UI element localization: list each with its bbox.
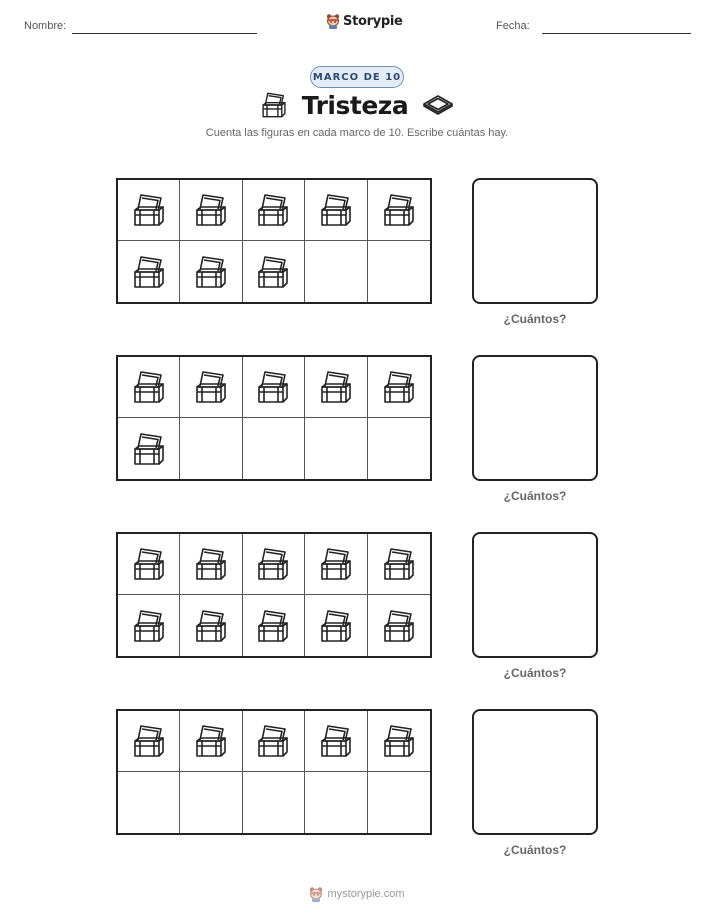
- frame-cell: [368, 772, 430, 833]
- treasure-chest-icon: [255, 253, 291, 291]
- frame-cell: [368, 241, 430, 302]
- frame-cell: [243, 241, 305, 302]
- frame-cell: [305, 772, 367, 833]
- treasure-chest-icon: [193, 368, 229, 406]
- frame-cell: [180, 711, 242, 772]
- frame-cell: [243, 418, 305, 479]
- frame-cell: [180, 357, 242, 418]
- treasure-chest-icon: [131, 607, 167, 645]
- treasure-chest-icon: [193, 545, 229, 583]
- frame-cell: [305, 534, 367, 595]
- frame-cell: [243, 711, 305, 772]
- frame-cell: [118, 772, 180, 833]
- frame-cell: [305, 595, 367, 656]
- frame-cell: [180, 772, 242, 833]
- frame-cell: [305, 418, 367, 479]
- frame-cell: [368, 595, 430, 656]
- name-label: Nombre:: [24, 20, 67, 32]
- footer-url: mystorypie.com: [327, 888, 405, 900]
- frame-cell: [180, 180, 242, 241]
- frame-cell: [118, 180, 180, 241]
- treasure-chest-icon: [381, 545, 417, 583]
- answer-label-1: ¿Cuántos?: [503, 312, 567, 326]
- answer-box-3[interactable]: [472, 532, 598, 658]
- storypie-mascot-icon: [309, 886, 323, 902]
- treasure-chest-icon: [318, 545, 354, 583]
- frame-cell: [118, 418, 180, 479]
- name-field[interactable]: [72, 33, 257, 34]
- title-row: [0, 90, 714, 120]
- frame-cell: [243, 357, 305, 418]
- frame-cell: [118, 595, 180, 656]
- frame-cell: [118, 357, 180, 418]
- brand-logo: [326, 13, 403, 29]
- ten-frame-1: [116, 178, 432, 304]
- treasure-chest-icon: [131, 545, 167, 583]
- date-field[interactable]: [542, 33, 691, 34]
- frame-cell: [243, 534, 305, 595]
- ten-frame-2: [116, 355, 432, 481]
- treasure-chest-icon: [131, 368, 167, 406]
- frame-cell: [368, 711, 430, 772]
- treasure-chest-icon: [318, 722, 354, 760]
- frame-cell: [118, 711, 180, 772]
- frame-cell: [243, 772, 305, 833]
- treasure-chest-icon: [131, 722, 167, 760]
- frame-cell: [368, 357, 430, 418]
- treasure-chest-icon: [255, 368, 291, 406]
- ten-frame-3: [116, 532, 432, 658]
- frame-cell: [305, 241, 367, 302]
- answer-box-1[interactable]: [472, 178, 598, 304]
- treasure-chest-icon: [131, 430, 167, 468]
- instructions: Cuenta las figuras en cada marco de 10. Escribe cuántas hay.: [205, 127, 509, 139]
- treasure-chest-icon: [381, 191, 417, 229]
- frame-cell: [305, 711, 367, 772]
- frame-cell: [180, 534, 242, 595]
- treasure-chest-icon: [193, 722, 229, 760]
- ten-frame-4: [116, 709, 432, 835]
- treasure-chest-icon: [381, 368, 417, 406]
- frame-cell: [118, 534, 180, 595]
- frame-cell: [305, 357, 367, 418]
- treasure-chest-icon: [260, 90, 288, 120]
- answer-label-2: ¿Cuántos?: [503, 489, 567, 503]
- treasure-chest-icon: [193, 253, 229, 291]
- treasure-chest-icon: [318, 191, 354, 229]
- frame-cell: [243, 595, 305, 656]
- brand-name: Storypie: [343, 13, 403, 29]
- frame-cell: [305, 180, 367, 241]
- treasure-chest-icon: [318, 368, 354, 406]
- frame-cell: [243, 180, 305, 241]
- treasure-chest-icon: [193, 607, 229, 645]
- answer-box-2[interactable]: [472, 355, 598, 481]
- answer-label-3: ¿Cuántos?: [503, 666, 567, 680]
- frame-cell: [180, 418, 242, 479]
- treasure-chest-icon: [255, 607, 291, 645]
- treasure-chest-icon: [131, 191, 167, 229]
- treasure-chest-icon: [255, 191, 291, 229]
- footer: [0, 886, 714, 902]
- answer-label-4: ¿Cuántos?: [503, 843, 567, 857]
- treasure-chest-icon: [255, 545, 291, 583]
- frame-cell: [118, 241, 180, 302]
- date-label: Fecha:: [496, 20, 530, 32]
- treasure-chest-icon: [381, 607, 417, 645]
- treasure-chest-icon: [131, 253, 167, 291]
- frame-cell: [368, 180, 430, 241]
- frame-cell: [368, 534, 430, 595]
- frame-cell: [180, 595, 242, 656]
- treasure-chest-icon: [255, 722, 291, 760]
- treasure-chest-icon: [381, 722, 417, 760]
- frame-cell: [368, 418, 430, 479]
- answer-box-4[interactable]: [472, 709, 598, 835]
- storypie-mascot-icon: [326, 13, 340, 29]
- treasure-chest-icon: [318, 607, 354, 645]
- treasure-chest-icon: [193, 191, 229, 229]
- frame-cell: [180, 241, 242, 302]
- diamond-tile-icon: [422, 93, 454, 117]
- page-title: Tristeza: [301, 90, 409, 120]
- worksheet-type-badge: MARCO DE 10: [310, 66, 404, 88]
